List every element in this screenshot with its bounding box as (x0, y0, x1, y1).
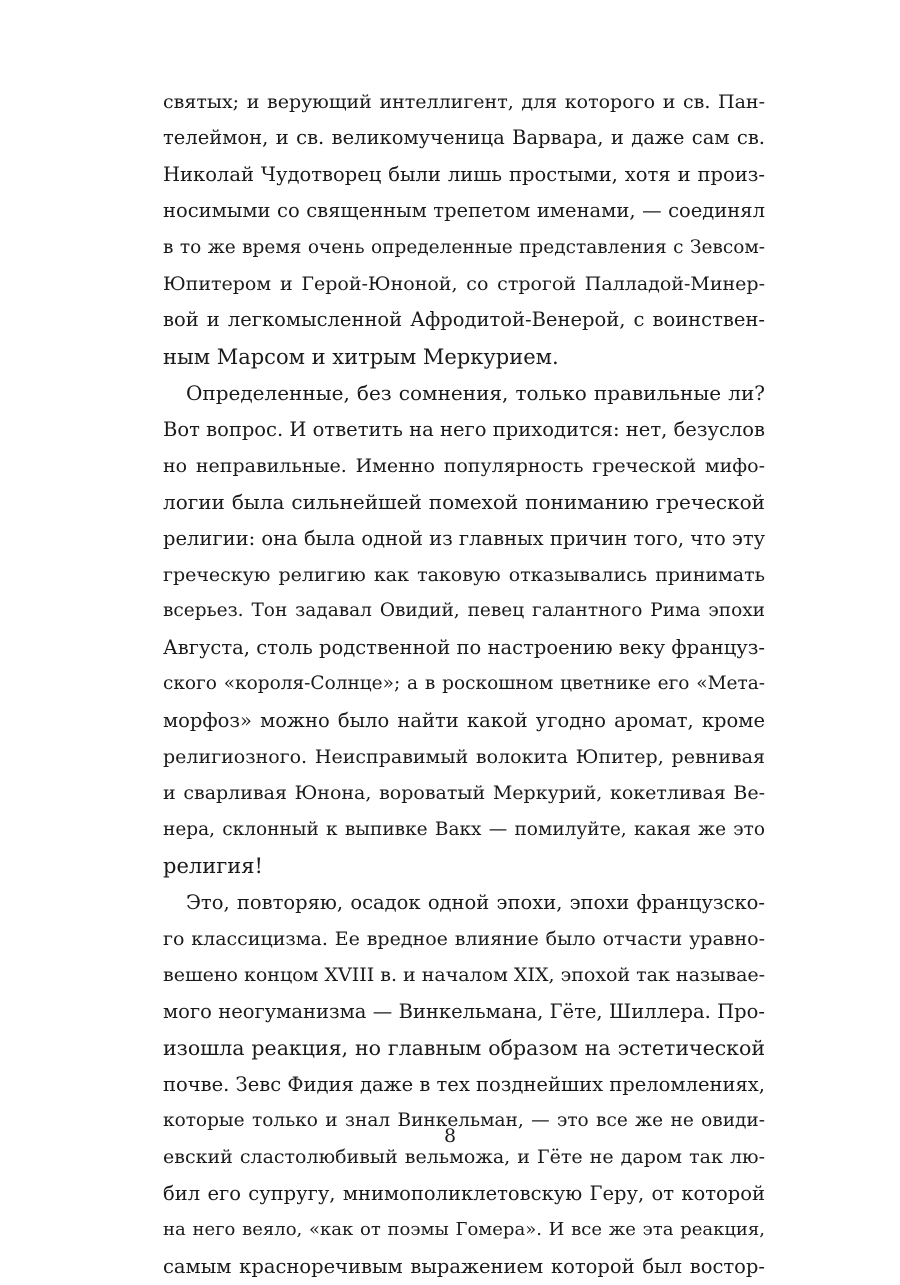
paragraph (163, 375, 765, 884)
text-line: го классицизма. Ее вредное влияние было отчасти уравно- (163, 927, 765, 950)
text-line: но неправильные. Именно популярность греческой мифо- (163, 454, 765, 477)
text-line: Николай Чудотворец были лишь простыми, хотя и произ- (163, 162, 765, 186)
body-text (163, 84, 765, 1285)
text-line: в то же время очень определенные представления с Зевсом- (163, 236, 765, 258)
text-line: Определенные, без сомнения, только правильные ли? (186, 381, 765, 406)
text-line: телеймон, и св. великомученица Варвара, и даже сам св. (163, 126, 765, 150)
text-line: ского «короля-Солнце»; а в роскошном цветнике его «Мета- (163, 673, 765, 695)
text-line: Августа, столь родственной по настроению веку француз- (163, 635, 765, 659)
text-line: религиозного. Неисправимый волокита Юпитер, ревнивая (163, 746, 765, 769)
text-line: вешено концом XVIII в. и началом XIX, эпохой так называе- (163, 964, 766, 987)
text-line: греческую религию как таковую отказывались принимать (163, 564, 765, 587)
text-line: ным Марсом и хитрым Меркурием. (163, 344, 559, 369)
text-line: которые только и знал Винкельман, — это все же не овиди- (163, 1109, 765, 1131)
text-line: Юпитером и Герой-Юноной, со строгой Палладой-Минер- (163, 272, 765, 295)
text-line: мого неогуманизма — Винкельмана, Гёте, Шиллера. Про- (163, 999, 765, 1023)
text-line: религия! (163, 854, 263, 879)
text-line: почве. Зевс Фидия даже в тех позднейших преломлениях, (163, 1072, 765, 1096)
text-line: Это, повторяю, осадок одной эпохи, эпохи французско- (186, 890, 765, 914)
text-line: самым красноречивым выражением которой был востор- (163, 1254, 765, 1278)
text-line: бил его супругу, мнимополиклетовскую Геру, от которой (163, 1181, 765, 1205)
text-line: Вот вопрос. И ответить на него приходится: нет, безуслов (163, 417, 765, 441)
text-line: морфоз» можно было найти какой угодно аромат, кроме (163, 708, 765, 732)
paragraph (163, 84, 765, 375)
text-line: вой и легкомысленной Афродитой-Венерой, с воинствен- (163, 308, 765, 332)
text-line: всерьез. Тон задавал Овидий, певец галантного Рима эпохи (163, 600, 765, 622)
text-line: изошла реакция, но главным образом на эстетической (163, 1036, 765, 1061)
page-number: 8 (443, 1125, 457, 1147)
text-line: святых; и верующий интеллигент, для которого и св. Пан- (163, 91, 765, 113)
text-line: на него веяло, «как от поэмы Гомера». И все же эта реакция, (163, 1219, 765, 1241)
text-line: и сварливая Юнона, вороватый Меркурий, кокетливая Ве- (163, 782, 765, 805)
text-line: евский сластолюбивый вельможа, и Гёте не даром так лю- (163, 1146, 765, 1169)
text-line: логии была сильнейшей помехой пониманию греческой (163, 490, 765, 515)
text-line: носимыми со священным трепетом именами, — соединял (163, 199, 765, 223)
paragraph (163, 885, 765, 1285)
text-line: религии: она была одной из главных причин того, что эту (163, 526, 766, 550)
text-line: нера, склонный к выпивке Вакх — помилуйте, какая же это (163, 818, 765, 840)
